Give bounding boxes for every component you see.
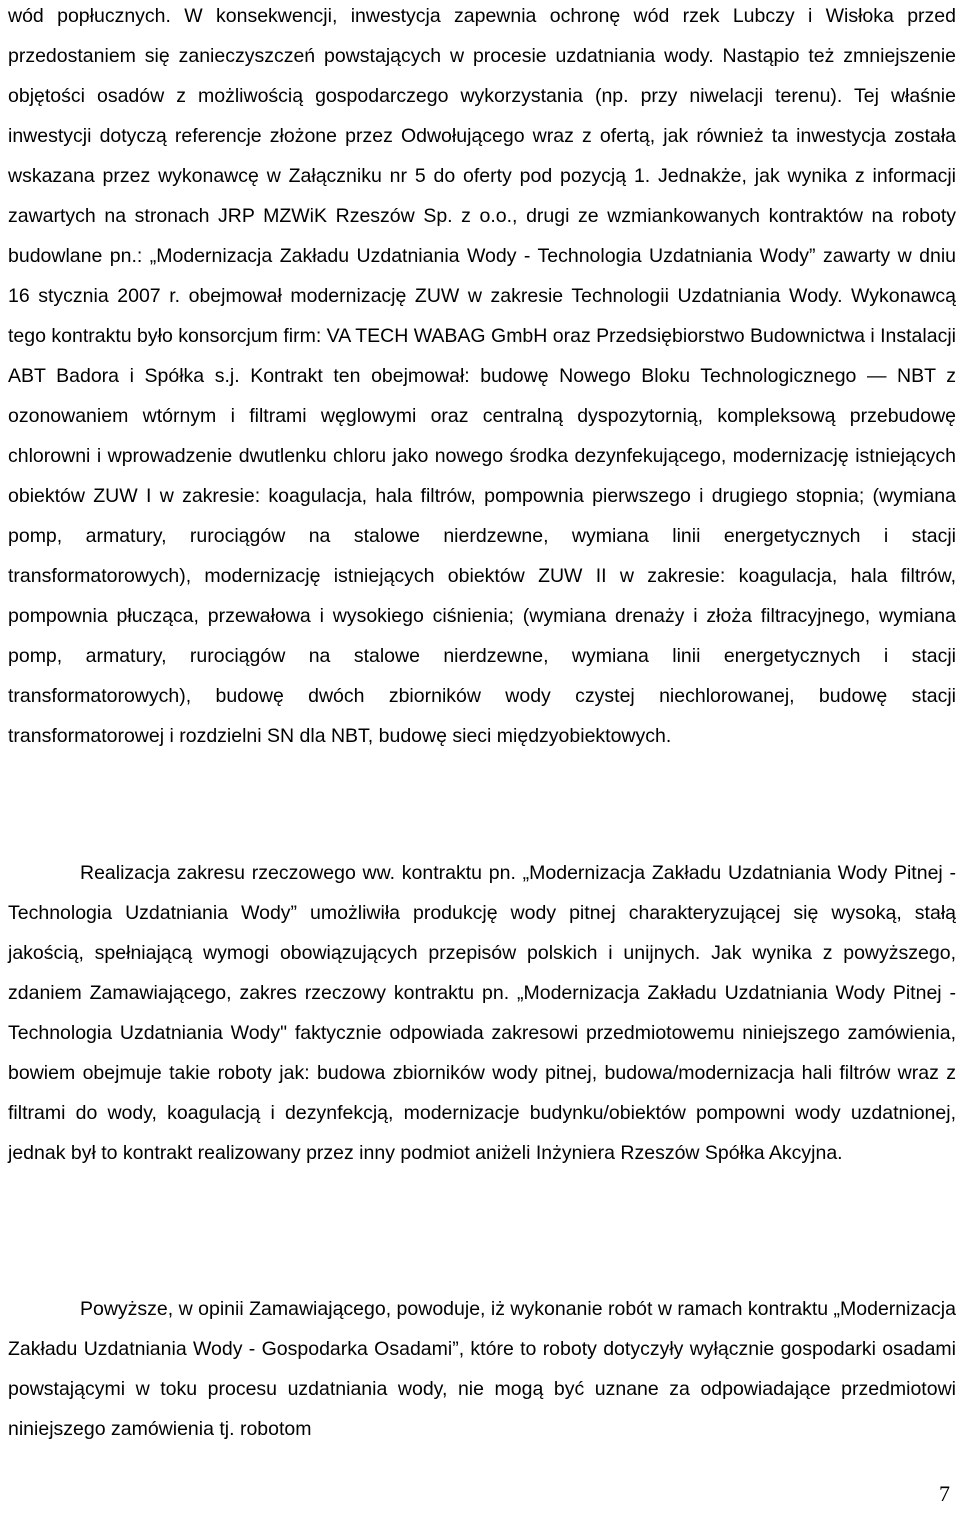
paragraph-3: Powyższe, w opinii Zamawiającego, powoduje, iż wykonanie robót w ramach kontraktu „Modernizacja Zakładu Uzdatniania Wody - Gospodarka Osadami”, które to roboty dotyczyły wyłącznie gospodarki osadami powstającymi w toku procesu uzdatniania wody, nie mogą być uznane za odpowiadające przedmiotowi niniejszego zamówienia tj. robotom [8, 1298, 956, 1440]
paragraph-2: Realizacja zakresu rzeczowego ww. kontraktu pn. „Modernizacja Zakładu Uzdatniania Wody Pitnej - Technologia Uzdatniania Wody” umożliwiła produkcję wody pitnej charakteryzującej się wysoką, stałą jakością, spełniającą wymogi obowiązujących przepisów polskich i unijnych. Jak wynika z powyższego, zdaniem Zamawiającego, zakres rzeczowy kontraktu pn. „Modernizacja Zakładu Uzdatniania Wody Pitnej - Technologia Uzdatniania Wody" faktycznie odpowiada zakresowi przedmiotowemu niniejszego zamówienia, bowiem obejmuje takie roboty jak: budowa zbiorników wody pitnej, budowa/modernizacja hali filtrów wraz z filtrami do wody, koagulacją i dezynfekcją, modernizacje budynku/obiektów pompowni wody uzdatnionej, jednak był to kontrakt realizowany przez inny podmiot aniżeli Inżyniera Rzeszów Spółka Akcyjna. [8, 862, 956, 1164]
page-number: 7 [939, 1481, 950, 1506]
paragraph-1: wód popłucznych. W konsekwencji, inwestycja zapewnia ochronę wód rzek Lubczy i Wisłoka przed przedostaniem się zanieczyszczeń powstających w procesie uzdatniania wody. Nastąpio też zmniejszenie objętości osadów z możliwością gospodarczego wykorzystania (np. przy niwelacji terenu). Tej właśnie inwestycji dotyczą referencje złożone przez Odwołującego wraz z ofertą, jak również ta inwestycja została wskazana przez wykonawcę w Załączniku nr 5 do oferty pod pozycją 1. Jednakże, jak wynika z informacji zawartych na stronach JRP MZWiK Rzeszów Sp. z o.o., drugi ze wzmiankowanych kontraktów na roboty budowlane pn.: „Modernizacja Zakładu Uzdatniania Wody - Technologia Uzdatniania Wody” zawarty w dniu 16 stycznia 2007 r. obejmował modernizację ZUW w zakresie Technologii Uzdatniania Wody. Wykonawcą tego kontraktu było konsorcjum firm: VA TECH WABAG GmbH oraz Przedsiębiorstwo Budownictwa i Instalacji ABT Badora i Spółka s.j. Kontrakt ten obejmował: budowę Nowego Bloku Technologicznego — NBT z ozonowaniem wtórnym i filtrami węglowymi oraz centralną dyspozytornią, kompleksową przebudowę chlorowni i wprowadzenie dwutlenku chloru jako nowego środka dezynfekującego, modernizację istniejących obiektów ZUW I w zakresie: koagulacja, hala filtrów, pompownia pierwszego i drugiego stopnia; (wymiana pomp, armatury, rurociągów na stalowe nierdzewne, wymiana linii energetycznych i stacji transformatorowych), modernizację istniejących obiektów ZUW II w zakresie: koagulacja, hala filtrów, pompownia płucząca, przewałowa i wysokiego ciśnienia; (wymiana drenaży i złoża filtracyjnego, wymiana pomp, armatury, rurociągów na stalowe nierdzewne, wymiana linii energetycznych i stacji transformatorowych), budowę dwóch zbiorników wody czystej niechlorowanej, budowę stacji transformatorowej i rozdzielni SN dla NBT, budowę sieci międzyobiektowych. [8, 5, 956, 747]
